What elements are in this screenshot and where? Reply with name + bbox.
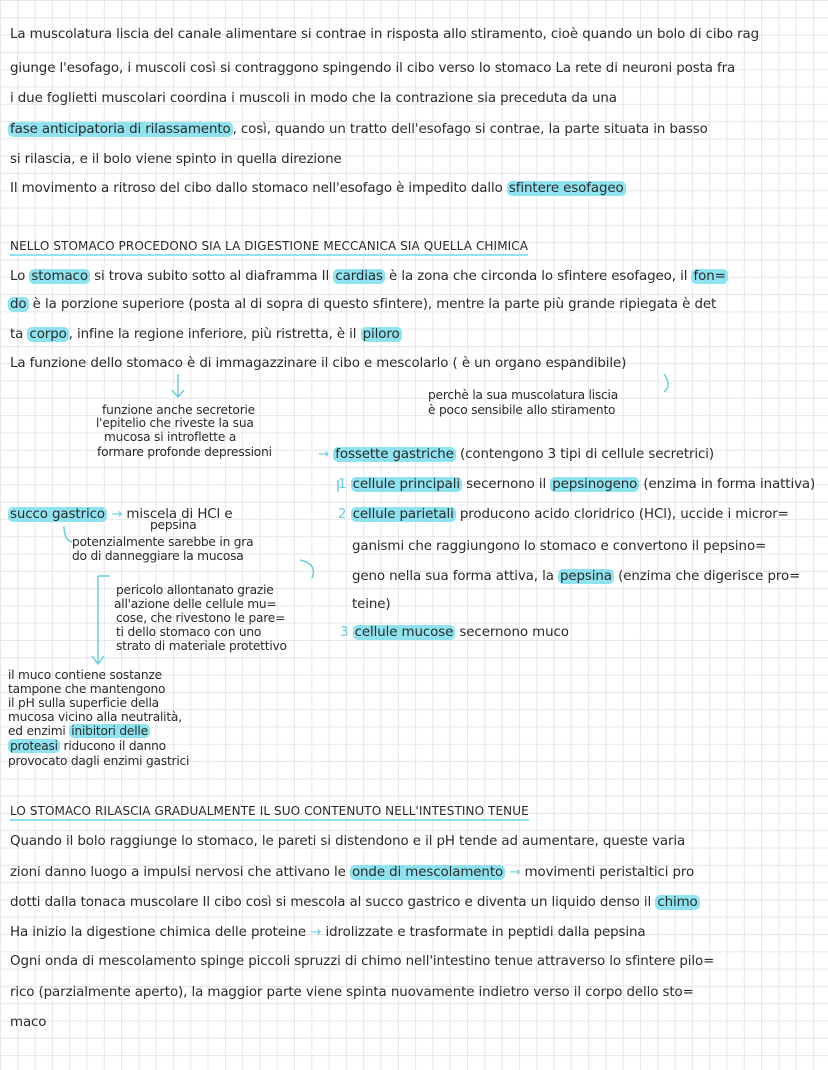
fossette-line — [318, 446, 714, 464]
connector-down-arrow — [172, 374, 184, 397]
highlight-piloro: piloro — [362, 327, 400, 342]
s2-line-2 — [8, 296, 716, 314]
muco-5 — [8, 725, 150, 738]
cellule-1-rest: (enzima in forma inattiva) — [643, 477, 816, 492]
note-secretorie-2: l'epitelio che riveste la sua — [96, 416, 254, 430]
muco-2: tampone che mantengono — [8, 682, 166, 696]
muco-7: provocato dagli enzimi gastrici — [8, 754, 190, 768]
s1-line-5: si rilascia, e il bolo viene spinto in quella direzione — [10, 152, 342, 167]
note-muscolatura-1: perchè la sua muscolatura liscia — [428, 388, 619, 402]
highlight-fase-anticipatoria: fase anticipatoria di rilassamento — [10, 122, 231, 137]
s3-line-1: Quando il bolo raggiunge lo stomaco, le pareti si distendono e il pH tende ad aumentare, queste varia — [10, 834, 686, 849]
connector-curve-succo — [64, 526, 72, 542]
cellule-2-line-3 — [352, 568, 800, 586]
connector-curve-pericolo — [300, 560, 314, 578]
note-muscolatura-2: è poco sensibile allo stiramento — [428, 403, 616, 417]
connector-bracket-muco — [92, 576, 104, 664]
s1-line-6 — [10, 180, 626, 198]
s1-line-2: giunge l'esofago, i muscoli così si contraggono spingendo il cibo verso lo stomaco La rete di neuroni posta fra — [10, 61, 736, 76]
s3-line-5: Ogni onda di mescolamento spinge piccoli spruzzi di chimo nell'intestino tenue attraverso lo sfintere pilo= — [10, 954, 715, 969]
muco-6-b: riducono il danno — [63, 739, 166, 753]
s1-line-4-rest: , così, quando un tratto dell'esofago si contrae, la parte situata in basso — [232, 122, 708, 137]
highlight-fondo-b: do — [10, 297, 27, 312]
highlight-cardias: cardias — [335, 269, 383, 284]
cellule-3-rest: secernono muco — [459, 625, 569, 640]
cellule-1-mid: secernono il — [466, 477, 547, 492]
s2-l1-b: si trova subito sotto al diaframma Il — [94, 269, 330, 284]
s3-l2-a: zioni danno luogo a impulsi nervosi che attivano le — [10, 865, 346, 880]
s3-l4-a: Ha inizio la digestione chimica delle proteine — [10, 925, 306, 940]
highlight-cellule-parietali: cellule parietali — [352, 507, 454, 522]
muco-5-a: ed enzimi — [8, 724, 66, 738]
s2-line-3 — [10, 326, 402, 344]
note-secretorie-1: funzione anche secretorie — [102, 403, 255, 417]
succo-gastrico-line — [8, 506, 232, 524]
highlight-proteasi: proteasi — [10, 739, 58, 753]
highlight-stomaco: stomaco — [31, 269, 88, 284]
s2-l3-a: ta — [10, 327, 24, 342]
pericolo-4: ti dello stomaco con uno — [116, 625, 262, 639]
s3-line-3 — [10, 894, 700, 912]
s3-l4-b: idrolizzate e trasformate in peptidi dalla pepsina — [325, 925, 646, 940]
section-2-heading: NELLO STOMACO PROCEDONO SIA LA DIGESTIONE MECCANICA SIA QUELLA CHIMICA — [10, 238, 528, 256]
cellule-1-line — [338, 476, 815, 494]
section-3-heading: LO STOMACO RILASCIA GRADUALMENTE IL SUO CONTENUTO NELL'INTESTINO TENUE — [10, 803, 529, 821]
s3-l2-b: movimenti peristaltici pro — [524, 865, 695, 880]
s2-l2-rest: è la porzione superiore (posta al di sopra di questo sfintere), mentre la parte più grande ripiegata è det — [32, 297, 717, 312]
arrow-icon: → — [318, 447, 330, 462]
potenzialmente-2: do di danneggiare la mucosa — [72, 549, 244, 563]
highlight-chimo: chimo — [657, 895, 698, 910]
cellule-2-line-2: ganismi che raggiungono lo stomaco e convertono il pepsino= — [352, 539, 767, 554]
cellule-2-line-4: teine) — [352, 597, 391, 612]
fossette-rest: (contengono 3 tipi di cellule secretrici) — [460, 447, 715, 462]
highlight-cellule-mucose: cellule mucose — [354, 625, 454, 640]
number-2: 2 — [338, 507, 347, 522]
highlight-onde-mescolamento: onde di mescolamento — [351, 865, 504, 880]
connector-curve-right — [664, 374, 668, 392]
cellule-2-line — [338, 506, 789, 524]
muco-6 — [8, 740, 166, 753]
s3-line-2 — [10, 864, 694, 882]
pericolo-1: pericolo allontanato grazie — [116, 583, 274, 597]
pericolo-3: cose, che rivestono le pare= — [116, 611, 286, 625]
number-1: 1 — [338, 477, 347, 492]
s3-line-7: maco — [10, 1015, 47, 1030]
highlight-cellule-principali: cellule principali — [352, 477, 460, 492]
arrow-icon: → — [509, 865, 521, 880]
s2-l1-a: Lo — [10, 269, 26, 284]
s1-line-1: La muscolatura liscia del canale alimentare si contrae in risposta allo stiramento, cioè quando un bolo di cibo rag — [10, 27, 760, 42]
highlight-pepsina: pepsina — [559, 569, 612, 584]
muco-4: mucosa vicino alla neutralità, — [8, 710, 182, 724]
highlight-sfintere-esofageo: sfintere esofageo — [508, 181, 624, 196]
cellule-2-l3-b: (enzima che digerisce pro= — [618, 569, 801, 584]
pericolo-2: all'azione delle cellule mu= — [114, 597, 277, 611]
number-3: 3 — [340, 625, 349, 640]
s3-l3-a: dotti dalla tonaca muscolare Il cibo così si mescola al succo gastrico e diventa un liquido denso il — [10, 895, 652, 910]
highlight-pepsinogeno: pepsinogeno — [552, 477, 638, 492]
note-secretorie-4: formare profonde depressioni — [97, 445, 272, 459]
s3-line-6: rico (parzialmente aperto), la maggior parte viene spinta nuovamente indietro verso il corpo dello sto= — [10, 985, 694, 1000]
highlight-inibitori: inibitori delle — [71, 724, 148, 738]
s2-l1-c: è la zona che circonda lo sfintere esofageo, il — [389, 269, 688, 284]
highlight-fondo-a: fon= — [693, 269, 726, 284]
highlight-succo-gastrico: succo gastrico — [10, 507, 105, 522]
s1-line-6-text: Il movimento a ritroso del cibo dallo stomaco nell'esofago è impedito dallo — [10, 181, 503, 196]
highlight-fossette-gastriche: fossette gastriche — [335, 447, 454, 462]
muco-1: il muco contiene sostanze — [8, 668, 162, 682]
s1-line-4 — [8, 121, 708, 139]
s2-line-1 — [10, 268, 728, 286]
cellule-2-l3-a: geno nella sua forma attiva, la — [352, 569, 554, 584]
pericolo-5: strato di materiale protettivo — [116, 639, 287, 653]
s2-l3-b: , infine la regione inferiore, più ristretta, è il — [68, 327, 357, 342]
potenzialmente-1: potenzialmente sarebbe in gra — [72, 535, 254, 549]
highlight-corpo: corpo — [29, 327, 67, 342]
s3-line-4 — [10, 924, 646, 942]
s2-line-4: La funzione dello stomaco è di immagazzinare il cibo e mescolarlo ( è un organo espandibile) — [10, 356, 627, 371]
note-secretorie-3: mucosa si introflette a — [104, 430, 237, 444]
arrow-icon: → — [111, 507, 123, 522]
succo-miscela: miscela di HCl e — [126, 507, 233, 522]
s1-line-3: i due foglietti muscolari coordina i muscoli in modo che la contrazione sia preceduta da una — [10, 91, 617, 106]
succo-pepsina: pepsina — [150, 518, 197, 532]
arrow-icon: → — [310, 925, 322, 940]
muco-3: il pH sulla superficie della — [8, 696, 159, 710]
cellule-2-rest: producono acido cloridrico (HCl), uccide i micror= — [459, 507, 789, 522]
cellule-3-line — [340, 624, 569, 642]
